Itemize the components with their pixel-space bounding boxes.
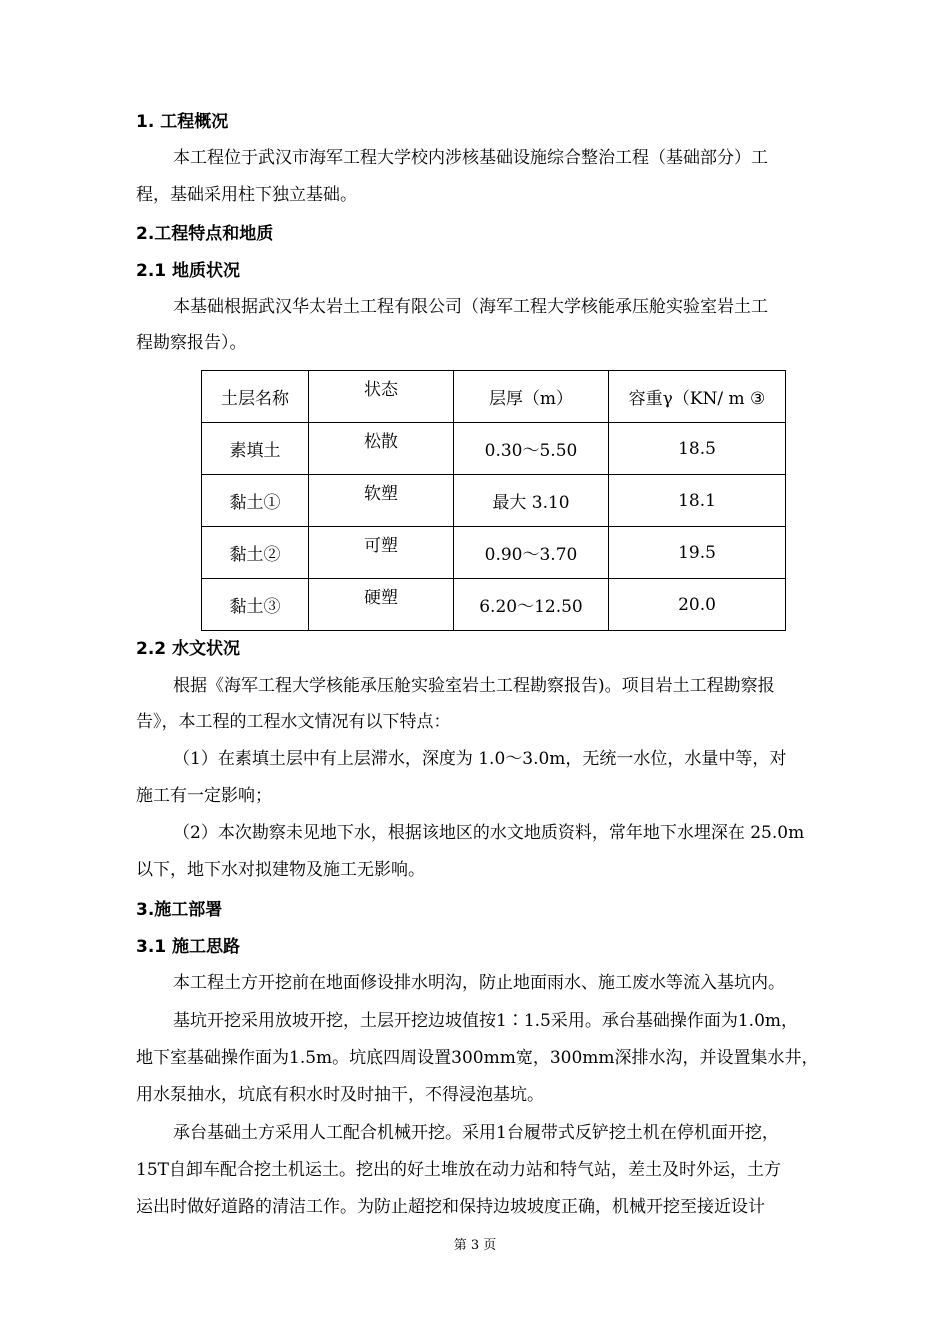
table-cell: 软塑 — [309, 475, 454, 527]
table-header-cell: 状态 — [309, 371, 454, 423]
section-2-heading: 2.工程特点和地质 — [136, 224, 274, 244]
soil-layers-table — [201, 370, 786, 631]
paragraph-line: 施工有一定影响； — [136, 786, 272, 806]
section-2-2-heading: 2.2 水文状况 — [136, 639, 241, 659]
table-cell: 黏土① — [202, 475, 309, 527]
table-cell: 18.1 — [609, 475, 786, 527]
table-header-row — [202, 371, 786, 423]
table-cell: 松散 — [309, 423, 454, 475]
paragraph-line: 用水泵抽水，坑底有积水时及时抽干，不得浸泡基坑。 — [136, 1085, 544, 1105]
table-header-cell: 容重γ（KN/ m ③ — [609, 371, 786, 423]
table-cell: 最大 3.10 — [454, 475, 609, 527]
section-1-heading: 1. 工程概况 — [136, 112, 229, 132]
paragraph-line: 15T自卸车配合挖土机运土。挖出的好土堆放在动力站和特气站，差土及时外运，土方 — [136, 1160, 781, 1180]
table-header-cell: 层厚（m） — [454, 371, 609, 423]
table-row — [202, 579, 786, 631]
table-cell: 18.5 — [609, 423, 786, 475]
paragraph-line: 基坑开挖采用放坡开挖，土层开挖边坡值按1∶1.5采用。承台基础操作面为1.0m， — [173, 1011, 799, 1031]
paragraph-line: 告》，本工程的工程水文情况有以下特点： — [136, 712, 451, 732]
paragraph-line: （2）本次勘察未见地下水，根据该地区的水文地质资料，常年地下水埋深在 25.0m — [173, 823, 805, 843]
paragraph-line: 以下，地下水对拟建物及施工无影响。 — [136, 860, 425, 880]
paragraph-line: 本基础根据武汉华太岩土工程有限公司（海军工程大学核能承压舱实验室岩土工 — [173, 297, 768, 317]
paragraph-line: （1）在素填土层中有上层滞水，深度为 1.0～3.0m，无统一水位，水量中等，对 — [173, 749, 787, 769]
table-cell: 可塑 — [309, 527, 454, 579]
table-cell: 20.0 — [609, 579, 786, 631]
table-header-cell: 土层名称 — [202, 371, 309, 423]
paragraph-line: 地下室基础操作面为1.5m。坑底四周设置300mm宽，300mm深排水沟，并设置集水井， — [136, 1048, 819, 1068]
table-cell: 0.30～5.50 — [454, 423, 609, 475]
section-3-1-heading: 3.1 施工思路 — [136, 937, 241, 957]
table-cell: 硬塑 — [309, 579, 454, 631]
paragraph-line: 本工程位于武汉市海军工程大学校内涉核基础设施综合整治工程（基础部分）工 — [173, 148, 768, 168]
table-cell: 黏土③ — [202, 579, 309, 631]
paragraph-line: 本工程土方开挖前在地面修设排水明沟，防止地面雨水、施工废水等流入基坑内。 — [173, 973, 785, 993]
table-cell: 19.5 — [609, 527, 786, 579]
paragraph-line: 根据《海军工程大学核能承压舱实验室岩土工程勘察报告)。项目岩土工程勘察报 — [173, 676, 775, 696]
page-number: 第 3 页 — [453, 1238, 497, 1253]
table-cell: 6.20～12.50 — [454, 579, 609, 631]
table-cell: 0.90～3.70 — [454, 527, 609, 579]
paragraph-line: 承台基础土方采用人工配合机械开挖。采用1台履带式反铲挖土机在停机面开挖， — [173, 1123, 779, 1143]
table-cell: 素填土 — [202, 423, 309, 475]
table-row — [202, 423, 786, 475]
paragraph-line: 程勘察报告）。 — [136, 333, 247, 353]
paragraph-line: 程，基础采用柱下独立基础。 — [136, 185, 357, 205]
section-2-1-heading: 2.1 地质状况 — [136, 261, 241, 281]
table-row — [202, 475, 786, 527]
table-cell: 黏土② — [202, 527, 309, 579]
paragraph-line: 运出时做好道路的清洁工作。为防止超挖和保持边坡坡度正确，机械开挖至接近设计 — [136, 1197, 765, 1217]
table-row — [202, 527, 786, 579]
section-3-heading: 3.施工部署 — [136, 900, 223, 920]
